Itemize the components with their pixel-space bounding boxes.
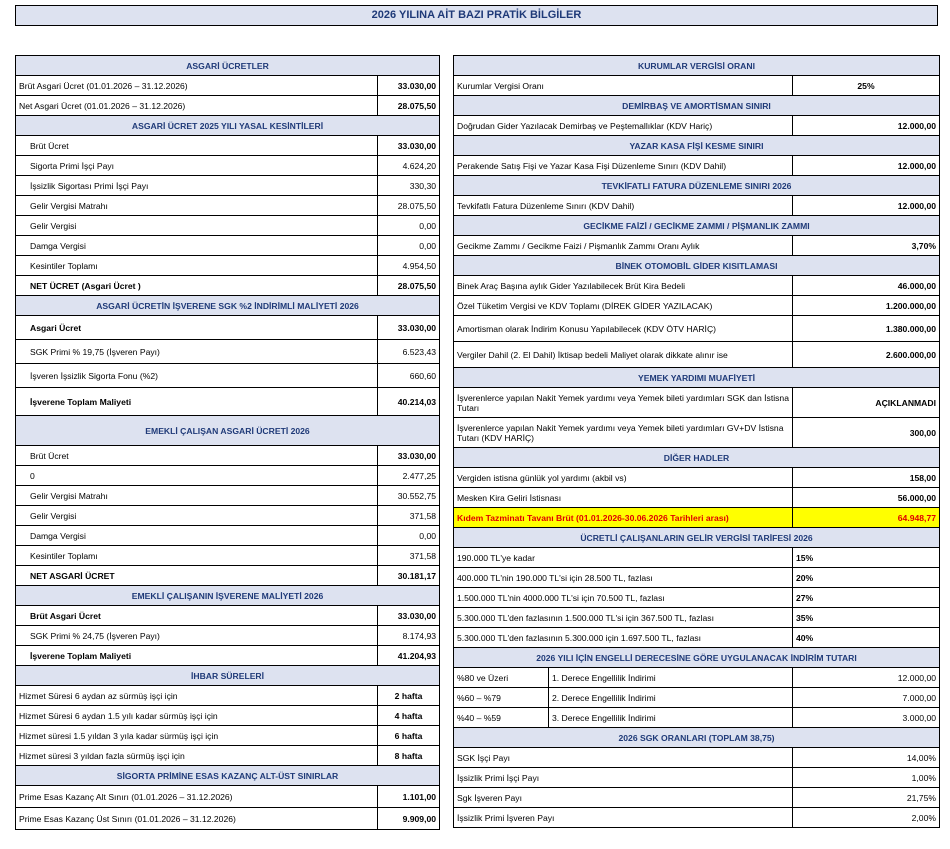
section-header [16,766,440,786]
table-row [16,276,440,296]
section-header [16,416,440,446]
table-row [454,688,940,708]
row-value: 46.000,00 [793,276,940,296]
section-header [454,216,940,236]
table-row [16,364,440,388]
row-value: 14,00% [793,748,940,768]
section-header-title: GECİKME FAİZİ / GECİKME ZAMMI / PİŞMANLIK ZAMMI [454,216,940,236]
row-label: Kıdem Tazminatı Tavanı Brüt (01.01.2026-30.06.2026 Tarihleri arası) [454,508,793,528]
discount-amount-cell: 12.000,00 [793,668,940,688]
row-value: 6.523,43 [378,340,440,364]
table-row [454,708,940,728]
table-row [454,768,940,788]
table-row [16,256,440,276]
table-row [16,746,440,766]
section-header [454,448,940,468]
row-label: İşsizlik Primi İşveren Payı [454,808,793,828]
table-row [454,296,940,316]
row-label: Gelir Vergisi Matrahı [16,486,378,506]
table-row [16,506,440,526]
row-label: SGK Primi % 24,75 (İşveren Payı) [16,626,378,646]
table-row [16,626,440,646]
row-value: 33.030,00 [378,606,440,626]
row-label: Amortisman olarak İndirim Konusu Yapılabilecek (KDV ÖTV HARİÇ) [454,316,793,342]
row-value: 6 hafta [378,726,440,746]
section-header-title: YAZAR KASA FİŞİ KESME SINIRI [454,136,940,156]
table-row [16,726,440,746]
section-header-title: İHBAR SÜRELERİ [16,666,440,686]
row-value: 21,75% [793,788,940,808]
row-value: 1.380.000,00 [793,316,940,342]
table-row [16,76,440,96]
table-row [454,588,940,608]
row-value: 371,58 [378,506,440,526]
section-header [454,368,940,388]
row-value: 4 hafta [378,706,440,726]
row-label: Brüt Ücret [16,446,378,466]
row-label: Gecikme Zammı / Gecikme Faizi / Pişmanlık Zammı Oranı Aylık [454,236,793,256]
table-row [16,196,440,216]
row-label: SGK Primi % 19,75 (İşveren Payı) [16,340,378,364]
row-label: Damga Vergisi [16,236,378,256]
row-label: İşverenlerce yapılan Nakit Yemek yardımı veya Yemek bileti yardımları GV+DV İstisna Tutarı (KDV HARİÇ) [454,418,793,448]
table-row [16,808,440,830]
row-label: Brüt Asgari Ücret [16,606,378,626]
row-value: AÇIKLANMADI [793,388,940,418]
disability-degree-cell: 1. Derece Engellilik İndirimi [549,668,793,688]
disability-degree-cell: 2. Derece Engellilik İndirimi [549,688,793,708]
row-value: 12.000,00 [793,116,940,136]
row-label: İşsizlik Primi İşçi Payı [454,768,793,788]
row-label: 5.300.000 TL'den fazlasının 1.500.000 TL'si için 367.500 TL, fazlası [454,608,793,628]
disability-rate-cell: %40 – %59 [454,708,549,728]
row-label: NET ÜCRET (Asgari Ücret ) [16,276,378,296]
row-value: 12.000,00 [793,156,940,176]
table-row [16,606,440,626]
row-value: 0,00 [378,236,440,256]
table-row [16,136,440,156]
table-row [16,216,440,236]
section-header-title: EMEKLİ ÇALIŞAN ASGARİ ÜCRETİ 2026 [16,416,440,446]
row-label: Net Asgari Ücret (01.01.2026 – 31.12.2026) [16,96,378,116]
row-label: Prime Esas Kazanç Alt Sınırı (01.01.2026 – 31.12.2026) [16,786,378,808]
row-value: 20% [793,568,940,588]
row-label: Asgari Ücret [16,316,378,340]
section-header-title: ASGARİ ÜCRET 2025 YILI YASAL KESİNTİLERİ [16,116,440,136]
row-label: Vergiden istisna günlük yol yardımı (akbil vs) [454,468,793,488]
section-header [16,116,440,136]
row-label: NET ASGARİ ÜCRET [16,566,378,586]
row-label: Vergiler Dahil (2. El Dahil) İktisap bedeli Maliyet olarak dikkate alınır ise [454,342,793,368]
table-row [16,546,440,566]
table-row [16,566,440,586]
disability-rate-cell: %60 – %79 [454,688,549,708]
section-header-title: SİGORTA PRİMİNE ESAS KAZANÇ ALT-ÜST SINIRLAR [16,766,440,786]
row-value: 33.030,00 [378,76,440,96]
row-value: 40.214,03 [378,388,440,416]
row-label: Kurumlar Vergisi Oranı [454,76,793,96]
row-value: 2,00% [793,808,940,828]
row-label: İşverene Toplam Maliyeti [16,646,378,666]
table-row [16,156,440,176]
row-value: 28.075,50 [378,96,440,116]
section-header-title: BİNEK OTOMOBİL GİDER KISITLAMASI [454,256,940,276]
table-row [16,646,440,666]
row-label: SGK İşçi Payı [454,748,793,768]
section-header-title: DİĞER HADLER [454,448,940,468]
section-header [454,56,940,76]
table-row [16,96,440,116]
row-value: 371,58 [378,546,440,566]
table-row [16,526,440,546]
row-value: 158,00 [793,468,940,488]
left-info-table [15,55,440,830]
row-value: 2.600.000,00 [793,342,940,368]
row-value: 330,30 [378,176,440,196]
row-label: Gelir Vergisi Matrahı [16,196,378,216]
table-row [16,486,440,506]
row-label: Sgk İşveren Payı [454,788,793,808]
row-label: Binek Araç Başına aylık Gider Yazılabilecek Brüt Kira Bedeli [454,276,793,296]
disability-degree-cell: 3. Derece Engellilik İndirimi [549,708,793,728]
section-header [16,666,440,686]
discount-amount-cell: 7.000,00 [793,688,940,708]
row-value: 35% [793,608,940,628]
disability-rate-cell: %80 ve Üzeri [454,668,549,688]
table-row [454,196,940,216]
section-header-title: 2026 SGK ORANLARI (TOPLAM 38,75) [454,728,940,748]
row-label: Özel Tüketim Vergisi ve KDV Toplamı (DİREK GİDER YAZILACAK) [454,296,793,316]
row-label: İşverene Toplam Maliyeti [16,388,378,416]
row-label: Perakende Satış Fişi ve Yazar Kasa Fişi Düzenleme Sınırı (KDV Dahil) [454,156,793,176]
row-value: 27% [793,588,940,608]
row-label: Brüt Asgari Ücret (01.01.2026 – 31.12.2026) [16,76,378,96]
section-header-title: ASGARİ ÜCRETİN İŞVERENE SGK %2 İNDİRİMLİ MALİYETİ 2026 [16,296,440,316]
section-header-title: DEMİRBAŞ VE AMORTİSMAN SINIRI [454,96,940,116]
row-label: Mesken Kira Geliri İstisnası [454,488,793,508]
row-label: Brüt Ücret [16,136,378,156]
section-header [454,728,940,748]
row-label: 1.500.000 TL'nin 4000.000 TL'si için 70.500 TL, fazlası [454,588,793,608]
section-header [454,256,940,276]
section-header-title: 2026 YILI İÇİN ENGELLİ DERECESİNE GÖRE UYGULANACAK İNDİRİM TUTARI [454,648,940,668]
table-row [454,342,940,368]
right-info-table [453,55,940,828]
table-row [454,76,940,96]
discount-amount-cell: 3.000,00 [793,708,940,728]
row-value: 64.948,77 [793,508,940,528]
table-row [454,668,940,688]
table-row [16,316,440,340]
table-row [454,808,940,828]
row-label: Hizmet süresi 3 yıldan fazla sürmüş işçi için [16,746,378,766]
row-value: 40% [793,628,940,648]
table-row [16,686,440,706]
section-header [16,586,440,606]
row-label: İşveren İşsizlik Sigorta Fonu (%2) [16,364,378,388]
row-value: 1,00% [793,768,940,788]
table-row [454,568,940,588]
row-label: Kesintiler Toplamı [16,256,378,276]
row-label: Doğrudan Gider Yazılacak Demirbaş ve Peştemallıklar (KDV Hariç) [454,116,793,136]
table-row [454,468,940,488]
row-label: Gelir Vergisi [16,216,378,236]
row-value: 8.174,93 [378,626,440,646]
row-label: Prime Esas Kazanç Üst Sınırı (01.01.2026 – 31.12.2026) [16,808,378,830]
table-row [16,706,440,726]
table-row [454,236,940,256]
row-label: İşsizlik Sigortası Primi İşçi Payı [16,176,378,196]
row-value: 1.101,00 [378,786,440,808]
row-value: 12.000,00 [793,196,940,216]
section-header-title: ÜCRETLİ ÇALIŞANLARIN GELİR VERGİSİ TARİFESİ 2026 [454,528,940,548]
section-header-title: TEVKİFATLI FATURA DÜZENLEME SINIRI 2026 [454,176,940,196]
row-value: 8 hafta [378,746,440,766]
table-row [16,340,440,364]
section-header-title: YEMEK YARDIMI MUAFİYETİ [454,368,940,388]
table-row [454,488,940,508]
row-label: 400.000 TL'nin 190.000 TL'si için 28.500 TL, fazlası [454,568,793,588]
row-value: 41.204,93 [378,646,440,666]
row-value: 33.030,00 [378,136,440,156]
row-value: 15% [793,548,940,568]
row-value: 4.624,20 [378,156,440,176]
table-row [454,628,940,648]
row-value: 33.030,00 [378,446,440,466]
row-label: 190.000 TL'ye kadar [454,548,793,568]
row-value: 30.552,75 [378,486,440,506]
section-header-title: EMEKLİ ÇALIŞANIN İŞVERENE MALİYETİ 2026 [16,586,440,606]
row-value: 33.030,00 [378,316,440,340]
row-label: Sigorta Primi İşçi Payı [16,156,378,176]
row-value: 660,60 [378,364,440,388]
section-header [454,648,940,668]
section-header [454,176,940,196]
table-row [454,316,940,342]
row-label: Hizmet Süresi 6 aydan 1.5 yılı kadar sürmüş işçi için [16,706,378,726]
section-header [454,96,940,116]
row-value: 300,00 [793,418,940,448]
row-value: 0,00 [378,526,440,546]
row-value: 2 hafta [378,686,440,706]
row-value: 56.000,00 [793,488,940,508]
row-value: 28.075,50 [378,276,440,296]
table-row [454,116,940,136]
table-row [16,176,440,196]
table-row [454,418,940,448]
row-label: İşverenlerce yapılan Nakit Yemek yardımı veya Yemek bileti yardımları SGK dan İstisna Tutarı [454,388,793,418]
section-header [16,56,440,76]
row-label: 0 [16,466,378,486]
table-row [16,446,440,466]
row-value: 1.200.000,00 [793,296,940,316]
row-label: Hizmet süresi 1.5 yıldan 3 yıla kadar sürmüş işçi için [16,726,378,746]
table-row [454,388,940,418]
table-row [454,276,940,296]
section-header-title: ASGARİ ÜCRETLER [16,56,440,76]
section-header-title: KURUMLAR VERGİSİ ORANI [454,56,940,76]
row-value: 25% [793,76,940,96]
row-value: 3,70% [793,236,940,256]
row-label: Damga Vergisi [16,526,378,546]
section-header [454,136,940,156]
table-row [16,786,440,808]
table-row [454,508,940,528]
row-value: 9.909,00 [378,808,440,830]
table-row [454,548,940,568]
row-label: Tevkifatlı Fatura Düzenleme Sınırı (KDV Dahil) [454,196,793,216]
section-header [454,528,940,548]
row-value: 4.954,50 [378,256,440,276]
table-row [454,156,940,176]
table-row [454,748,940,768]
row-label: 5.300.000 TL'den fazlasının 5.300.000 için 1.697.500 TL, fazlası [454,628,793,648]
row-value: 0,00 [378,216,440,236]
table-row [16,388,440,416]
table-row [454,608,940,628]
row-value: 2.477,25 [378,466,440,486]
row-value: 30.181,17 [378,566,440,586]
row-value: 28.075,50 [378,196,440,216]
section-header [16,296,440,316]
table-row [16,236,440,256]
page-title: 2026 YILINA AİT BAZI PRATİK BİLGİLER [15,5,938,26]
row-label: Hizmet Süresi 6 aydan az sürmüş işçi için [16,686,378,706]
table-row [454,788,940,808]
row-label: Gelir Vergisi [16,506,378,526]
table-row [16,466,440,486]
row-label: Kesintiler Toplamı [16,546,378,566]
